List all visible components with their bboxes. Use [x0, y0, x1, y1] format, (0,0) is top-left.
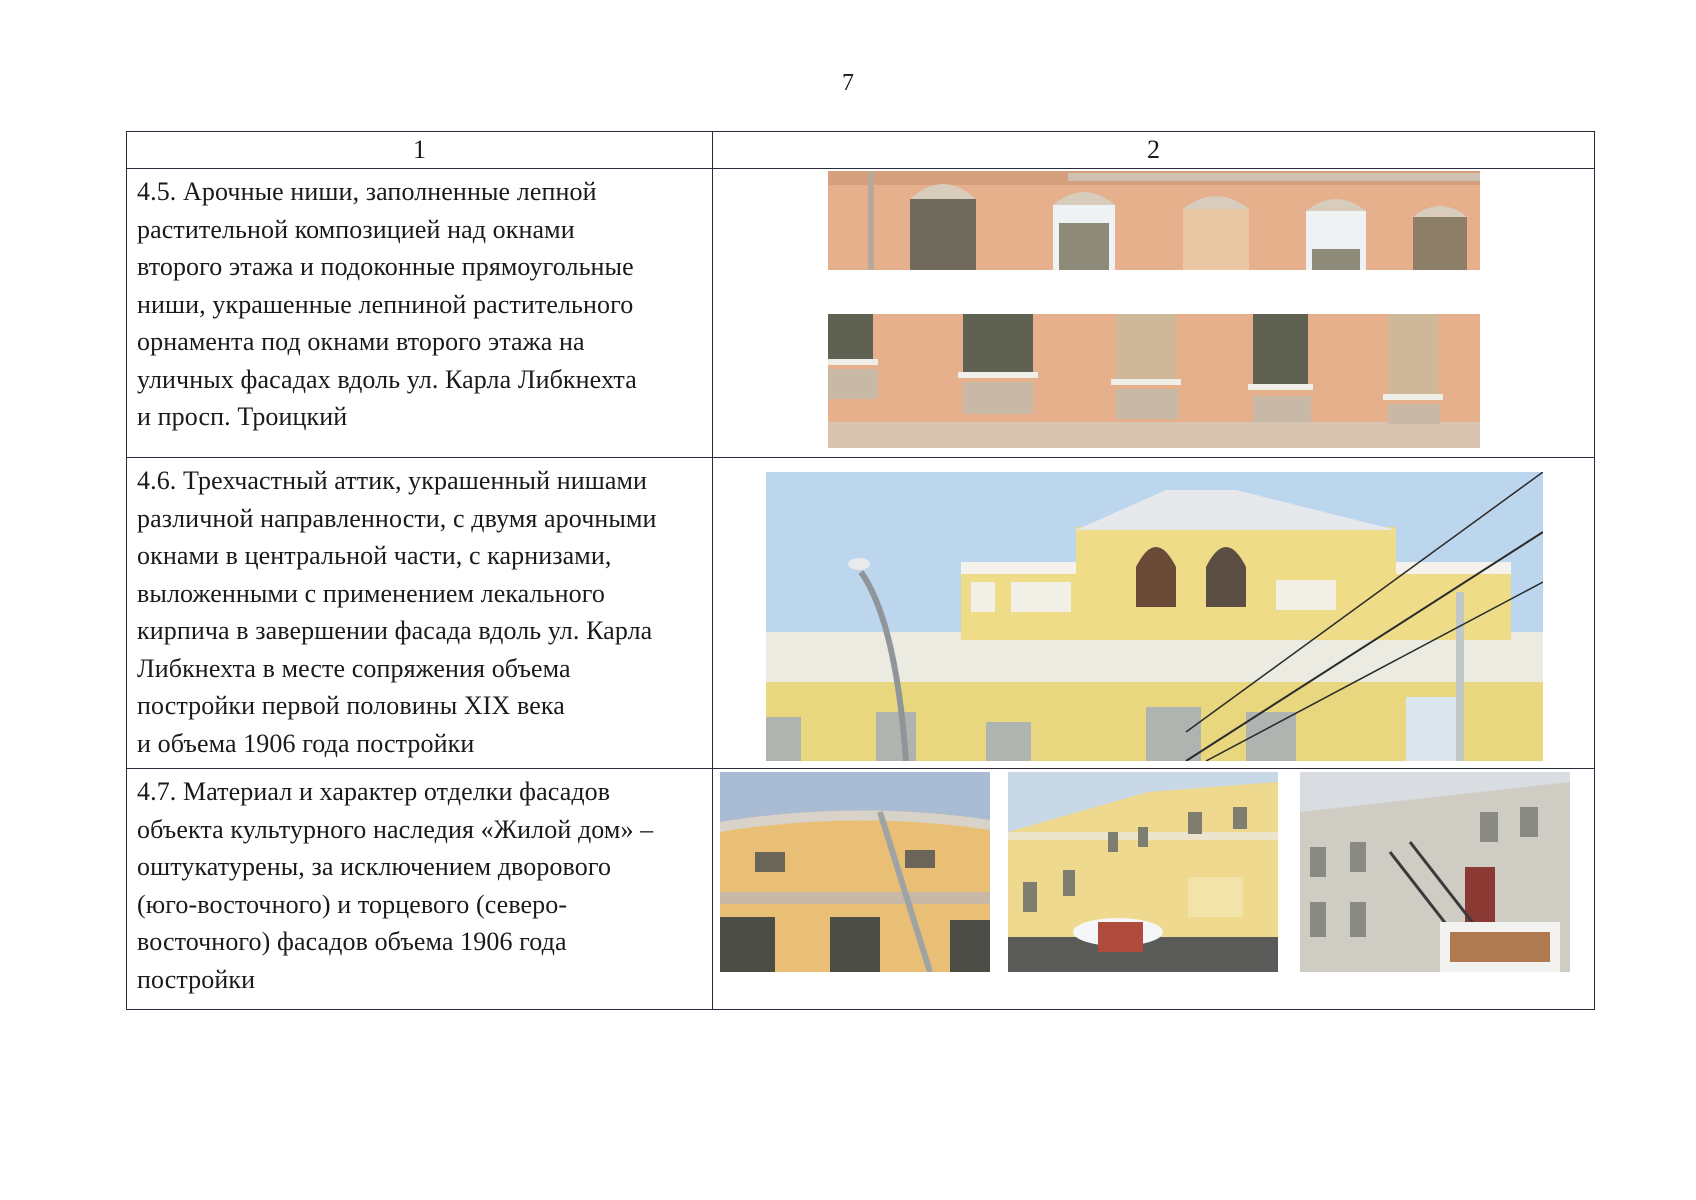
page-number: 7 — [842, 70, 854, 96]
column-header-1: 1 — [127, 132, 713, 169]
table-row — [127, 769, 1595, 1010]
description-line: 4.5. Арочные ниши, заполненные лепной — [137, 177, 597, 206]
description-line: восточного) фасадов объема 1906 года — [137, 927, 567, 956]
description-line: растительной композицией над окнами — [137, 214, 575, 244]
description-line: и просп. Троицкий — [137, 402, 348, 431]
description-line: постройки — [137, 964, 256, 994]
description-line: ниши, украшенные лепниной растительного — [137, 289, 634, 319]
attic-photo — [766, 472, 1543, 761]
description-line: кирпича в завершении фасада вдоль ул. Карла — [137, 616, 653, 645]
description-line: выложенными с применением лекального — [137, 578, 605, 608]
description-line: 4.6. Трехчастный аттик, украшенный нишами — [137, 466, 648, 495]
column-header-2: 2 — [713, 132, 1595, 169]
description-line: (юго-восточного) и торцевого (северо- — [137, 889, 568, 919]
table-header-row — [127, 132, 1595, 169]
description-line: уличных фасадах вдоль ул. Карла Либкнехта — [137, 364, 637, 394]
window-sill-niches-photo — [828, 314, 1480, 448]
description-line: 4.7. Материал и характер отделки фасадов — [137, 777, 611, 806]
description-line: и объема 1906 года постройки — [137, 728, 475, 758]
table-row — [127, 458, 1595, 769]
monument-features-table — [126, 131, 1595, 1010]
description-line: второго этажа и подоконные прямоугольные — [137, 252, 634, 281]
courtyard-facade-photo — [1008, 772, 1278, 972]
feature-photos — [713, 458, 1595, 769]
description-line: оштукатурены, за исключением дворового — [137, 852, 612, 881]
table-row — [127, 169, 1595, 458]
description-line: различной направленности, с двумя арочными — [137, 503, 657, 533]
feature-description — [127, 458, 713, 769]
street-facade-photo — [720, 772, 990, 972]
feature-description — [127, 169, 713, 458]
description-line: Либкнехта в месте сопряжения объема — [137, 653, 571, 683]
description-line: орнамента под окнами второго этажа на — [137, 327, 585, 356]
arched-niches-photo — [828, 171, 1480, 270]
end-facade-photo — [1300, 772, 1570, 972]
feature-photos — [713, 769, 1595, 1010]
feature-description — [127, 769, 713, 1010]
description-line: объекта культурного наследия «Жилой дом» – — [137, 814, 654, 844]
feature-photos — [713, 169, 1595, 458]
description-line: окнами в центральной части, с карнизами, — [137, 541, 612, 570]
description-line: постройки первой половины XIX века — [137, 691, 565, 720]
